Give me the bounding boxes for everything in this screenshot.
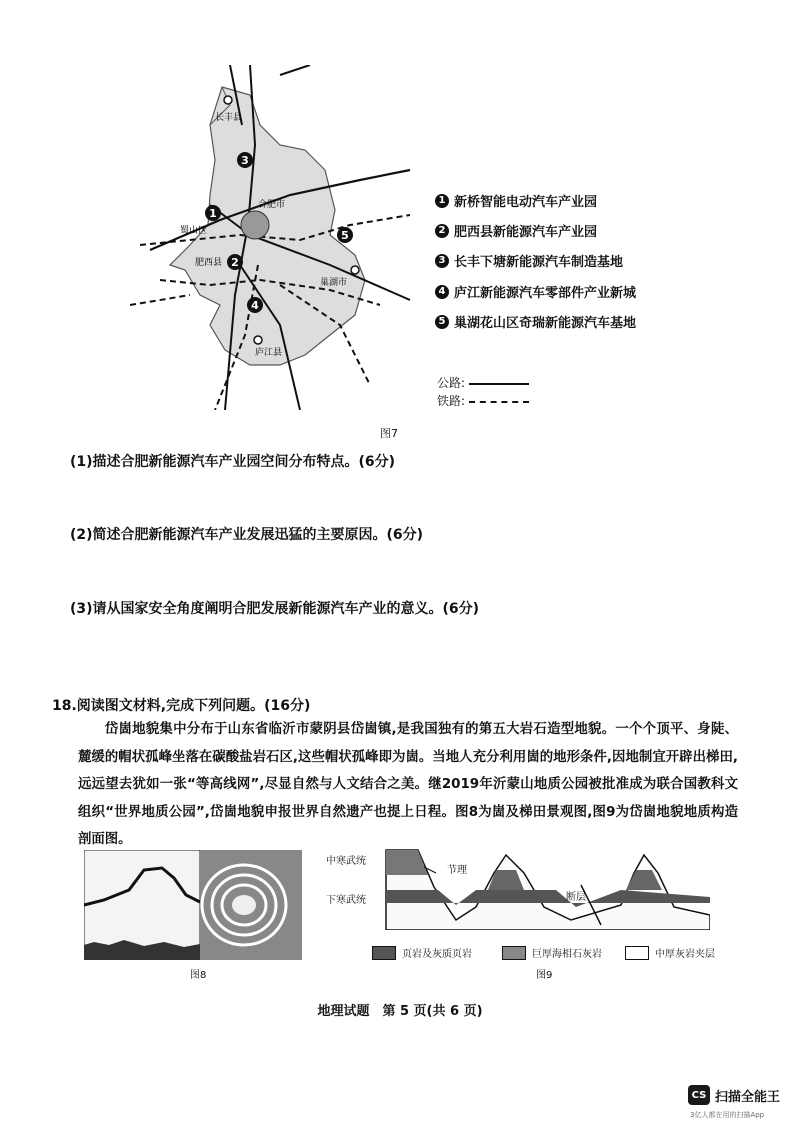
svg-text:3: 3 (241, 154, 249, 167)
fig9-layer-upper: 中寒武统 (326, 856, 366, 867)
legend-rail: 铁路: (437, 392, 529, 409)
figure9-label: 图9 (536, 970, 553, 981)
page-footer: 地理试题 第 5 页(共 6 页) (317, 1004, 483, 1019)
fig9-joint: 节理 (447, 865, 467, 876)
place-changfeng: 长丰县 (215, 113, 243, 123)
place-hefei: 合肥市 (258, 200, 286, 210)
legend-item-2: 2 肥西县新能源汽车产业园 (435, 221, 597, 240)
place-chaohu: 巢湖市 (320, 278, 348, 288)
question-1: (1)描述合肥新能源汽车产业园空间分布特点。(6分) (70, 454, 396, 470)
fig9-layer-lower: 下寒武统 (326, 895, 366, 906)
legend-item-3: 3 长丰下塘新能源汽车制造基地 (435, 251, 623, 270)
watermark-title: 扫描全能王 (715, 1089, 781, 1105)
marker-5 (337, 227, 353, 243)
legend-road: 公路: (437, 374, 529, 391)
question-3: (3)请从国家安全角度阐明合肥发展新能源汽车产业的意义。(6分) (70, 601, 480, 617)
fig9-legend-shale: 页岩及灰质页岩 (372, 945, 472, 960)
cs-logo-icon: CS (688, 1085, 710, 1105)
svg-text:2: 2 (231, 256, 239, 269)
place-feixi: 肥西县 (195, 258, 223, 268)
figure7-label: 图7 (380, 427, 398, 440)
legend-item-4: 4 庐江新能源汽车零部件产业新城 (435, 282, 636, 301)
marker-3 (237, 152, 253, 168)
legend-item-5: 5 巢湖花山区奇瑞新能源汽车基地 (435, 312, 636, 331)
figure9-profile (376, 845, 710, 930)
marker-2 (227, 254, 243, 270)
place-lujiang: 庐江县 (255, 348, 283, 358)
question-18-paragraph: 岱崮地貌集中分布于山东省临沂市蒙阴县岱崮镇,是我国独有的第五大岩石造型地貌。一个个顶平、身陡、麓缓的帽状孤峰坐落在碳酸盐岩石区,这些帽状孤峰即为崮。当地人充分利用崮的地形条件,因地制宜开辟出梯田,远远望去犹如一张“等高线网”,尽显自然与人文结合之美。继2019年沂蒙山地质公园被批准成为联合国教科文组织“世界地质公园”,岱崮地貌申报世界自然遗产也提上日程。图8为崮及梯田景观图,图9为岱崮地貌地质构造剖面图。 (78, 722, 738, 847)
watermark (688, 1085, 780, 1105)
place-shushan: 蜀山区 (180, 226, 208, 236)
legend-item-1: 1 新桥智能电动汽车产业园 (435, 191, 597, 210)
fig9-legend-interlayer: 中厚灰岩夹层 (625, 945, 715, 960)
watermark-subtitle: 3亿人都在用的扫描App (690, 1111, 765, 1119)
question-18-title: 18.阅读图文材料,完成下列问题。(16分) (52, 698, 311, 714)
svg-text:4: 4 (251, 299, 259, 312)
svg-text:1: 1 (209, 207, 217, 220)
hefei-map (130, 65, 420, 410)
svg-text:5: 5 (341, 229, 349, 242)
question-2: (2)简述合肥新能源汽车产业发展迅猛的主要原因。(6分) (70, 527, 424, 543)
marker-1 (205, 205, 221, 221)
fig9-legend-limestone: 巨厚海相石灰岩 (502, 945, 602, 960)
marker-4 (247, 297, 263, 313)
figure8-photo (84, 850, 302, 960)
fig9-fault: 断层 (566, 892, 586, 903)
figure8-label: 图8 (190, 970, 207, 981)
